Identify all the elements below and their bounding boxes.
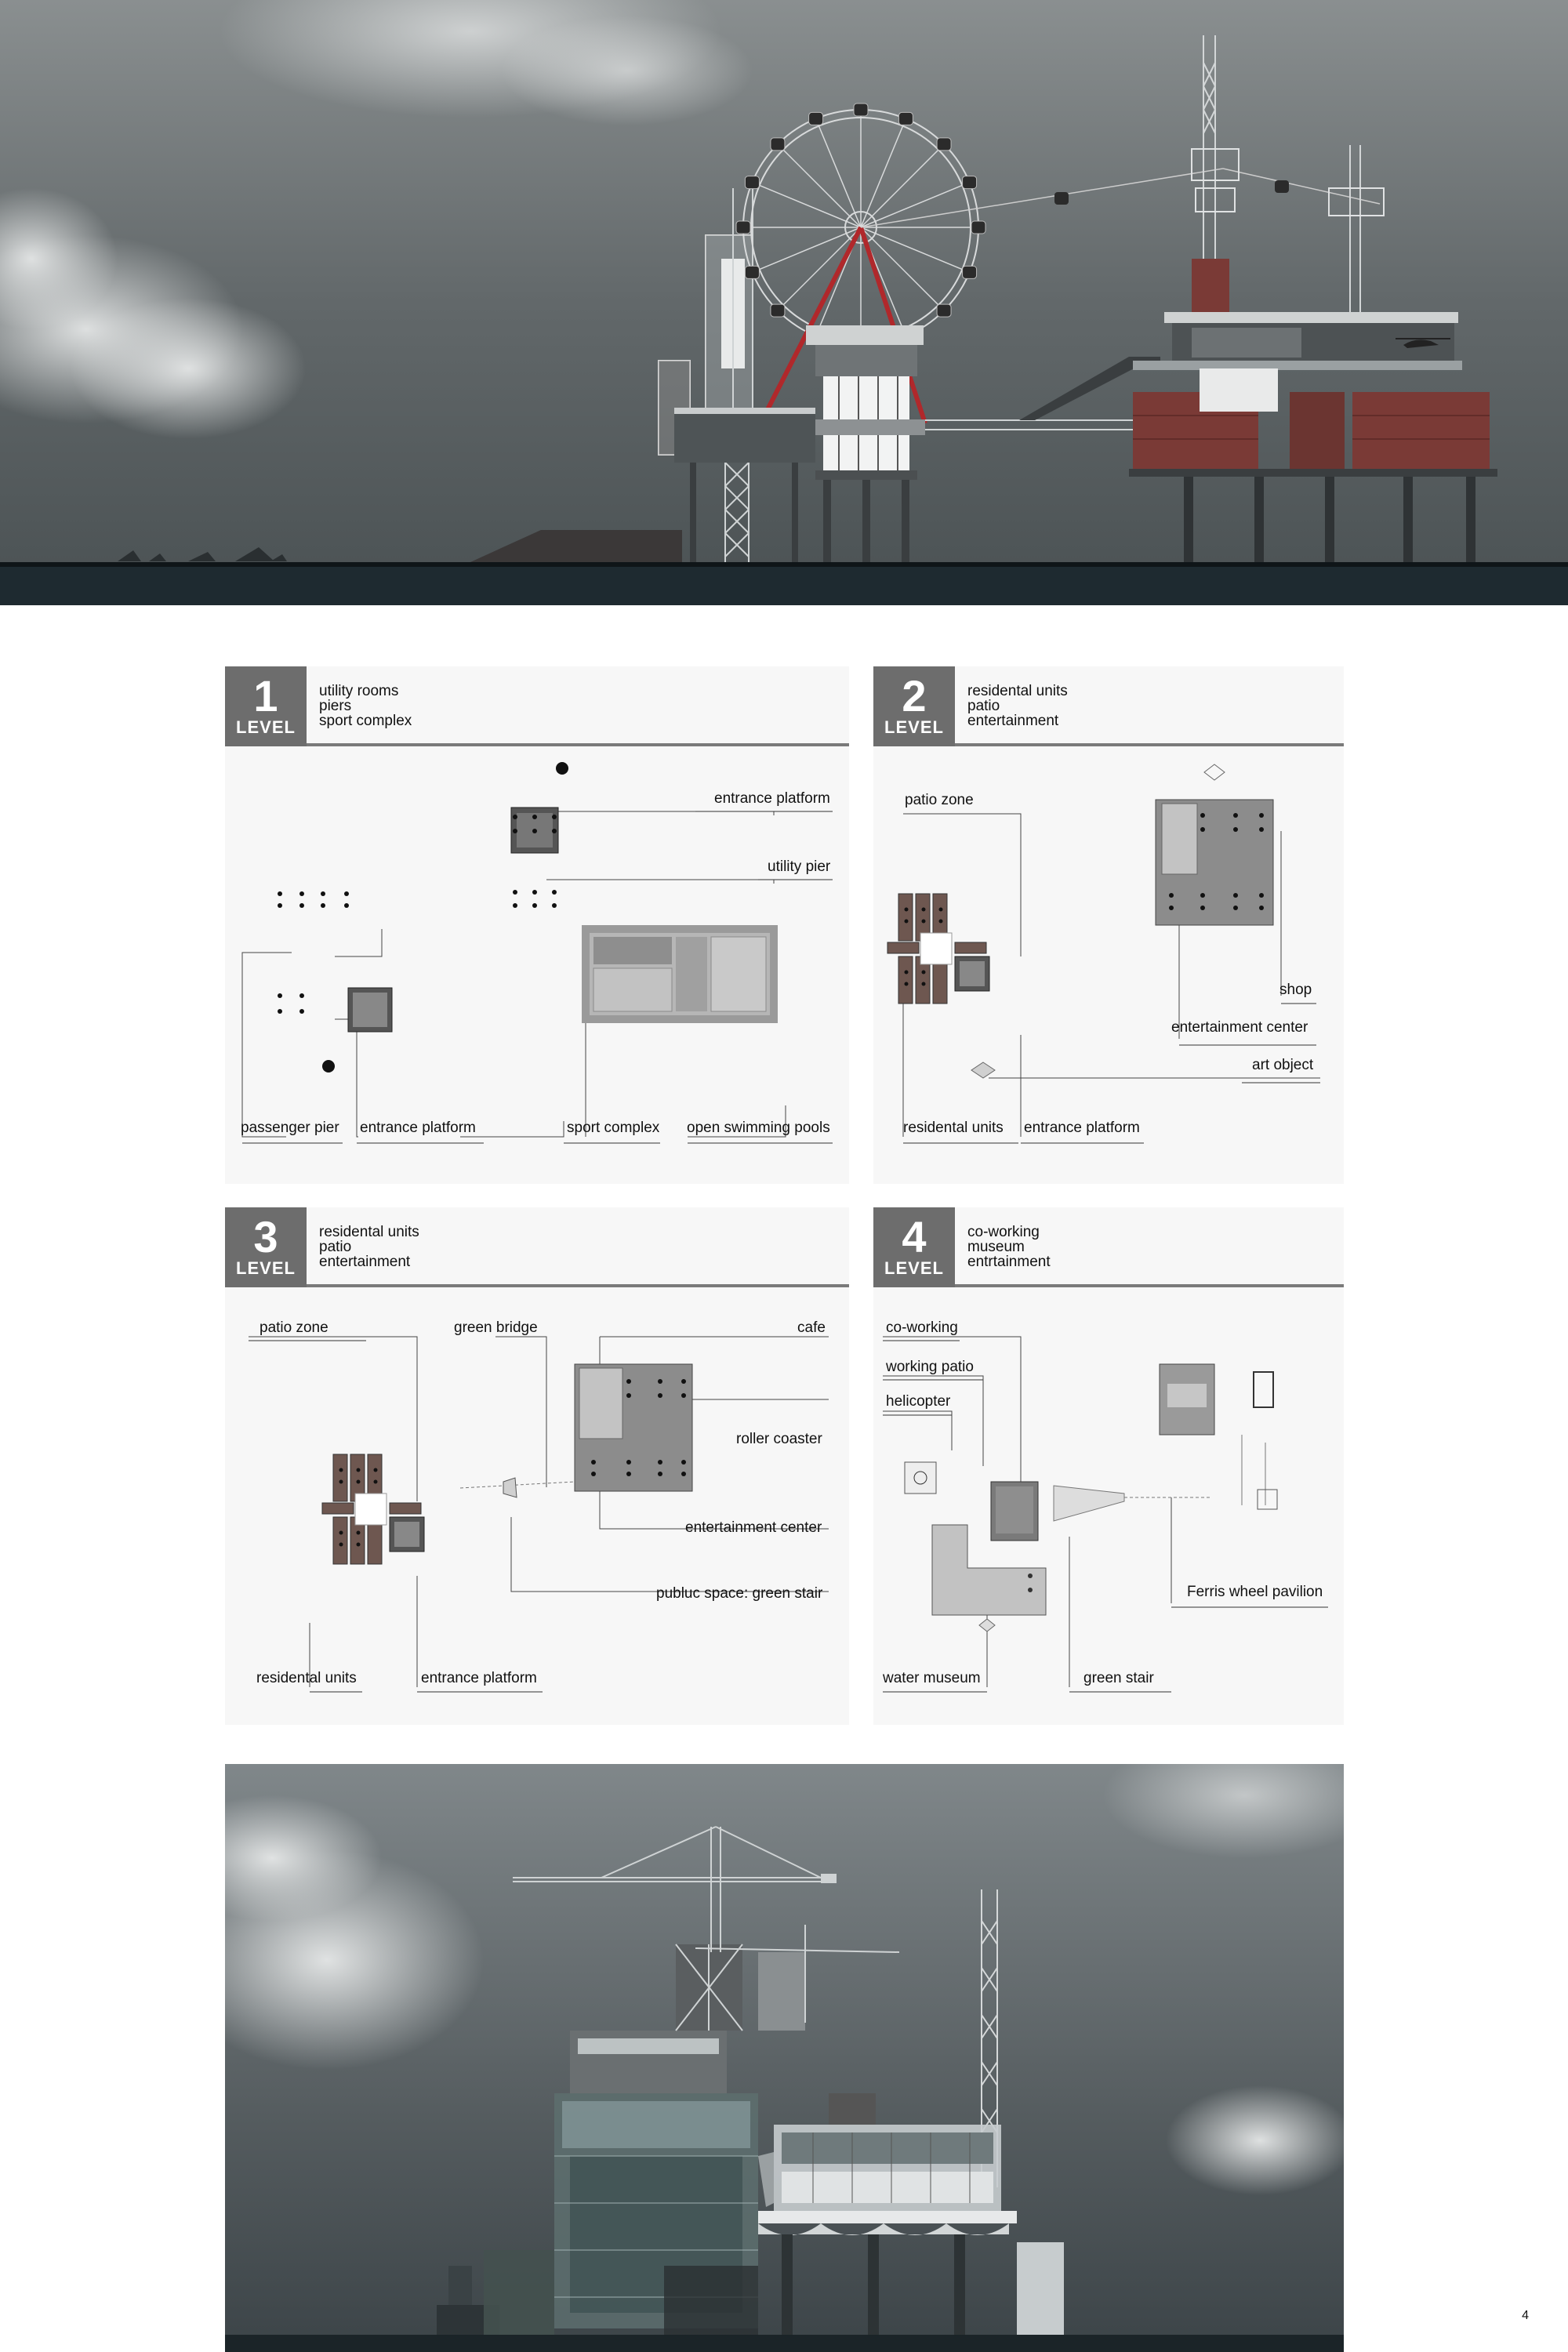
top-elevation: [0, 0, 1568, 605]
level-1-panel: [225, 666, 849, 1184]
label-patio-zone: patio zone: [905, 792, 974, 808]
function-item: co-working: [967, 1224, 1040, 1240]
level-number: 3: [253, 1212, 278, 1261]
label-residental-units: residental units: [903, 1120, 1004, 1136]
label-open-swimming-pools: open swimming pools: [687, 1120, 830, 1136]
label-entrance-platform: entrance platform: [360, 1120, 476, 1136]
label-art-object: art object: [1252, 1057, 1314, 1073]
function-item: entertainment: [967, 713, 1059, 729]
level-number: 2: [902, 671, 927, 720]
label-sport-complex: sport complex: [567, 1120, 660, 1136]
level-1-plan: [225, 666, 849, 1184]
function-item: utility rooms: [319, 683, 399, 699]
function-item: residental units: [967, 683, 1068, 699]
label-entrance-platform: entrance platform: [1024, 1120, 1140, 1136]
function-item: sport complex: [319, 713, 412, 729]
function-item: patio: [319, 1239, 352, 1255]
label-residental-units: residental units: [256, 1670, 357, 1686]
label-passenger-pier: passenger pier: [241, 1120, 339, 1136]
label-ferris-wheel-pavilion: Ferris wheel pavilion: [1187, 1584, 1323, 1600]
level-word: LEVEL: [884, 717, 944, 737]
label-cafe: cafe: [797, 1319, 826, 1336]
function-item: entertainment: [319, 1254, 411, 1270]
bottom-elevation: [225, 1764, 1344, 2352]
label-shop: shop: [1279, 982, 1312, 998]
level-word: LEVEL: [884, 1258, 944, 1278]
label-entertainment-center: entertainment center: [685, 1519, 822, 1536]
label-green-bridge: green bridge: [454, 1319, 538, 1336]
function-item: entrtainment: [967, 1254, 1051, 1270]
page-number: 4: [1522, 2309, 1529, 2322]
label-entertainment-center: entertainment center: [1171, 1019, 1308, 1036]
function-item: piers: [319, 698, 352, 714]
label-roller-coaster: roller coaster: [736, 1431, 822, 1447]
label-public-space: publuc space: green stair: [656, 1585, 823, 1602]
label-patio-zone: patio zone: [260, 1319, 328, 1336]
level-3-panel: [225, 1207, 849, 1725]
label-helicopter: helicopter: [886, 1393, 951, 1410]
level-word: LEVEL: [236, 717, 296, 737]
level-word: LEVEL: [236, 1258, 296, 1278]
label-working-patio: working patio: [886, 1359, 974, 1375]
level-2-plan: [873, 666, 1344, 1184]
label-entrance-platform: entrance platform: [421, 1670, 537, 1686]
level-number: 4: [902, 1212, 927, 1261]
label-utility-pier: utility pier: [768, 858, 831, 875]
function-item: museum: [967, 1239, 1025, 1255]
level-4-panel: [873, 1207, 1344, 1725]
level-2-panel: [873, 666, 1344, 1184]
label-entrance-platform-top: entrance platform: [714, 790, 830, 807]
function-item: patio: [967, 698, 1000, 714]
function-item: residental units: [319, 1224, 419, 1240]
level-4-plan: [873, 1207, 1344, 1725]
label-water-museum: water museum: [883, 1670, 981, 1686]
label-green-stair: green stair: [1083, 1670, 1154, 1686]
level-3-plan: [225, 1207, 849, 1725]
label-co-working: co-working: [886, 1319, 958, 1336]
level-number: 1: [253, 671, 278, 720]
